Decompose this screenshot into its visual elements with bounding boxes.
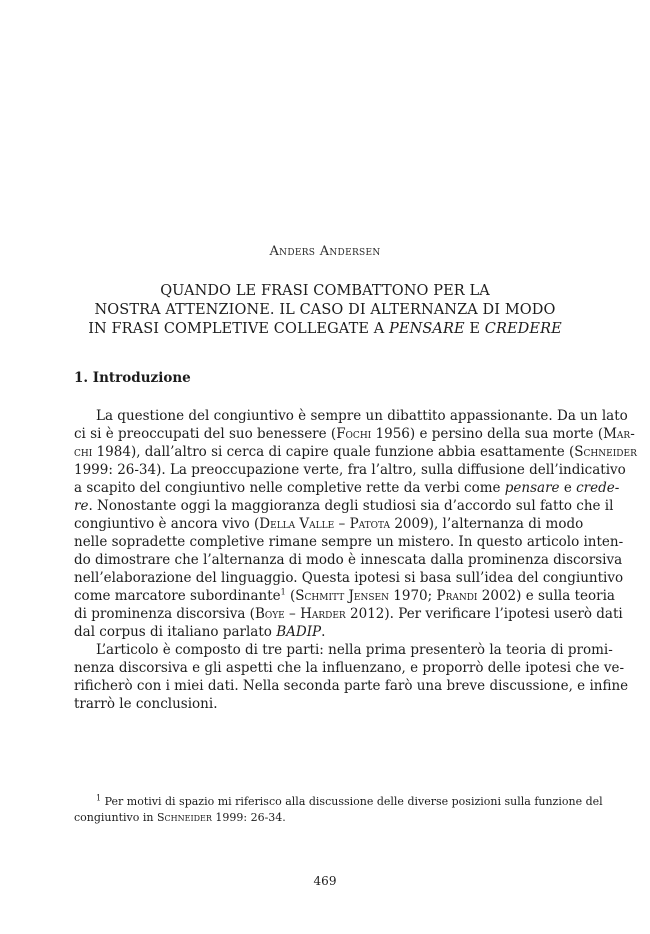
body-text <box>74 407 637 713</box>
paragraph-1-line: re. Nonostante oggi la maggioranza degli studiosi sia d’accordo sul fatto che il <box>74 498 614 514</box>
paragraph-1-line: ci si è preoccupati del suo benessere (Fochi 1956) e persino della sua morte (Mar- <box>74 426 635 442</box>
citation-name: Boye <box>254 606 285 622</box>
title-line-2: NOSTRA ATTENZIONE. IL CASO DI ALTERNANZA DI MODO <box>94 302 556 318</box>
corpus-name: BADIP <box>276 624 322 640</box>
paragraph-1-line: a scapito del congiuntivo nelle completive rette da verbi come pensare e crede- <box>74 480 620 496</box>
citation-name: Schneider <box>574 444 637 460</box>
paragraph-1-line: 1999: 26-34). La preoccupazione verte, fra l’altro, sulla diffusione dell’indicativo <box>74 462 626 478</box>
citation-name: Schneider <box>156 811 212 824</box>
footnote <box>74 793 603 826</box>
paragraph-2-line: nenza discorsiva e gli aspetti che la influenzano, e proporrò delle ipotesi che ve- <box>74 660 625 676</box>
citation-name: Mar- <box>603 426 635 442</box>
citation-name: Harder <box>300 606 346 622</box>
article-title <box>0 282 650 339</box>
footnote-number: 1 <box>96 793 102 803</box>
citation-name: chi <box>74 444 93 460</box>
citation-name: Della Valle <box>259 516 335 532</box>
paragraph-2-line: trarrò le conclusioni. <box>74 696 218 712</box>
paragraph-1-line: La questione del congiuntivo è sempre un dibattito appassionante. Da un lato <box>96 408 628 424</box>
citation-name: Prandi <box>436 588 478 604</box>
paragraph-1-line: congiuntivo è ancora vivo (Della Valle – Patota 2009), l’alternanza di modo <box>74 516 584 532</box>
paragraph-2-line: rificherò con i miei dati. Nella seconda parte farò una breve discussione, e infine <box>74 678 629 694</box>
title-line-3: IN FRASI COMPLETIVE COLLEGATE A PENSARE E CREDERE <box>88 321 562 337</box>
title-line-1: QUANDO LE FRASI COMBATTONO PER LA <box>160 283 490 299</box>
page-number: 469 <box>313 874 337 888</box>
paragraph-1-line: dal corpus di italiano parlato BADIP. <box>74 624 326 640</box>
paragraph-1-line: do dimostrare che l’alternanza di modo è innescata dalla prominenza discorsiva <box>74 552 623 568</box>
citation-name: Fochi <box>336 426 372 442</box>
author-name: Anders Andersen <box>269 244 381 259</box>
paragraph-1-line: nelle sopradette completive rimane sempre un mistero. In questo articolo inten- <box>74 534 624 550</box>
paragraph-1-line: chi 1984), dall’altro si cerca di capire quale funzione abbia esattamente (Schneider <box>74 444 637 460</box>
footnote-marker[interactable]: 1 <box>280 587 286 597</box>
paragraph-1-line: nell’elaborazione del linguaggio. Questa ipotesi si basa sull’idea del congiuntivo <box>74 570 624 586</box>
citation-name: Patota <box>349 516 391 532</box>
paragraph-1-line: come marcatore subordinante$^1$ (Schmitt Jensen 1970; Prandi 2002) e sulla teoria <box>74 587 615 604</box>
section-heading: 1. Introduzione <box>74 370 191 386</box>
footnote-line: $^1$ Per motivi di spazio mi riferisco alla discussione delle diverse posizioni sulla funzione del <box>96 793 603 808</box>
paragraph-1-line: di prominenza discorsiva (Boye – Harder 2012). Per verificare l’ipotesi userò dati <box>74 606 623 622</box>
paragraph-2-line: L’articolo è composto di tre parti: nella prima presenterò la teoria di promi- <box>96 642 613 658</box>
footnote-line: congiuntivo in Schneider 1999: 26-34. <box>74 811 286 824</box>
citation-name: Schmitt Jensen <box>295 588 389 604</box>
